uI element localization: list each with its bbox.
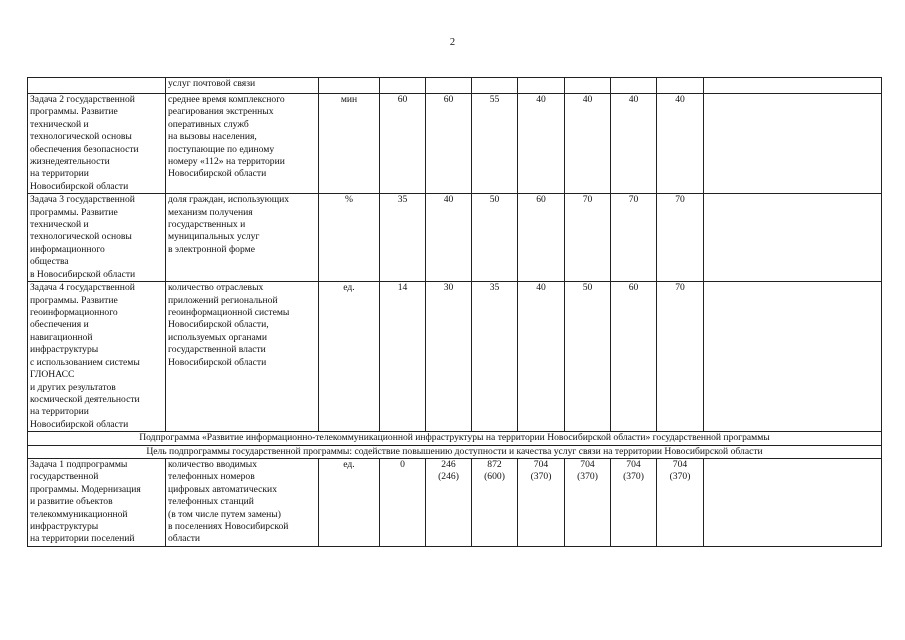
value-cell: 70	[565, 194, 611, 282]
task-cell: Задача 1 подпрограммы государственной программы. Модернизация и развитие объектов телекоммуникационной инфраструктуры на территории поселений	[28, 458, 166, 546]
value-cell: 40	[518, 282, 565, 432]
indicator-cell: среднее время комплексного реагирования экстренных оперативных служб на вызовы населения, поступающие по единому номеру «112» на территории Новосибирской области	[166, 94, 319, 194]
task-cell	[28, 78, 166, 94]
unit-cell: мин	[319, 94, 380, 194]
note-cell	[704, 282, 882, 432]
value-cell: 40	[611, 94, 657, 194]
subprogram-goal-row	[28, 445, 882, 458]
value-cell: 70	[611, 194, 657, 282]
value-cell: 40	[426, 194, 472, 282]
subprogram-title-row	[28, 432, 882, 445]
value-cell: 40	[518, 94, 565, 194]
value-cell: 60	[380, 94, 426, 194]
indicator-cell: услуг почтовой связи	[166, 78, 319, 94]
indicator-cell: количество вводимых телефонных номеров цифровых автоматических телефонных станций (в том числе путем замены) в поселениях Новосибирской области	[166, 458, 319, 546]
value-cell	[518, 78, 565, 94]
table-row	[28, 194, 882, 282]
value-cell	[426, 78, 472, 94]
note-cell	[704, 78, 882, 94]
indicator-cell: количество отраслевых приложений региональной геоинформационной системы Новосибирской области, используемых органами государственной власти Новосибирской области	[166, 282, 319, 432]
task-cell: Задача 4 государственной программы. Развитие геоинформационного обеспечения и навигационной инфраструктуры с использованием системы ГЛОНАСС и других результатов космической деятельности на территории Новосибирской области	[28, 282, 166, 432]
value-cell: 60	[426, 94, 472, 194]
note-cell	[704, 458, 882, 546]
subprogram-title: Подпрограмма «Развитие информационно-телекоммуникационной инфраструктуры на территории Новосибирской области» государственной программы	[28, 432, 882, 445]
value-cell: 872 (600)	[472, 458, 518, 546]
table-row	[28, 282, 882, 432]
value-cell: 70	[657, 282, 704, 432]
value-cell: 55	[472, 94, 518, 194]
value-cell: 40	[565, 94, 611, 194]
value-cell	[657, 78, 704, 94]
value-cell: 704 (370)	[611, 458, 657, 546]
unit-cell: ед.	[319, 282, 380, 432]
value-cell: 30	[426, 282, 472, 432]
table-row	[28, 458, 882, 546]
value-cell	[472, 78, 518, 94]
value-cell: 60	[518, 194, 565, 282]
value-cell: 50	[565, 282, 611, 432]
page-number: 2	[449, 37, 456, 48]
value-cell: 0	[380, 458, 426, 546]
value-cell: 35	[380, 194, 426, 282]
note-cell	[704, 94, 882, 194]
subprogram-goal: Цель подпрограммы государственной программы: содействие повышению доступности и качества услуг связи на территории Новосибирской области	[28, 445, 882, 458]
value-cell	[565, 78, 611, 94]
value-cell: 60	[611, 282, 657, 432]
value-cell: 35	[472, 282, 518, 432]
value-cell: 50	[472, 194, 518, 282]
task-cell: Задача 3 государственной программы. Развитие технической и технологической основы информационного общества в Новосибирской области	[28, 194, 166, 282]
value-cell	[611, 78, 657, 94]
value-cell: 14	[380, 282, 426, 432]
table-row	[28, 78, 882, 94]
value-cell: 40	[657, 94, 704, 194]
value-cell	[380, 78, 426, 94]
unit-cell: %	[319, 194, 380, 282]
value-cell: 704 (370)	[518, 458, 565, 546]
unit-cell	[319, 78, 380, 94]
indicators-table	[27, 77, 882, 547]
indicator-cell: доля граждан, использующих механизм получения государственных и муниципальных услуг в электронной форме	[166, 194, 319, 282]
table-row	[28, 94, 882, 194]
task-cell: Задача 2 государственной программы. Развитие технической и технологической основы обеспечения безопасности жизнедеятельности на территории Новосибирской области	[28, 94, 166, 194]
value-cell: 704 (370)	[565, 458, 611, 546]
value-cell: 704 (370)	[657, 458, 704, 546]
note-cell	[704, 194, 882, 282]
unit-cell: ед.	[319, 458, 380, 546]
value-cell: 246 (246)	[426, 458, 472, 546]
value-cell: 70	[657, 194, 704, 282]
